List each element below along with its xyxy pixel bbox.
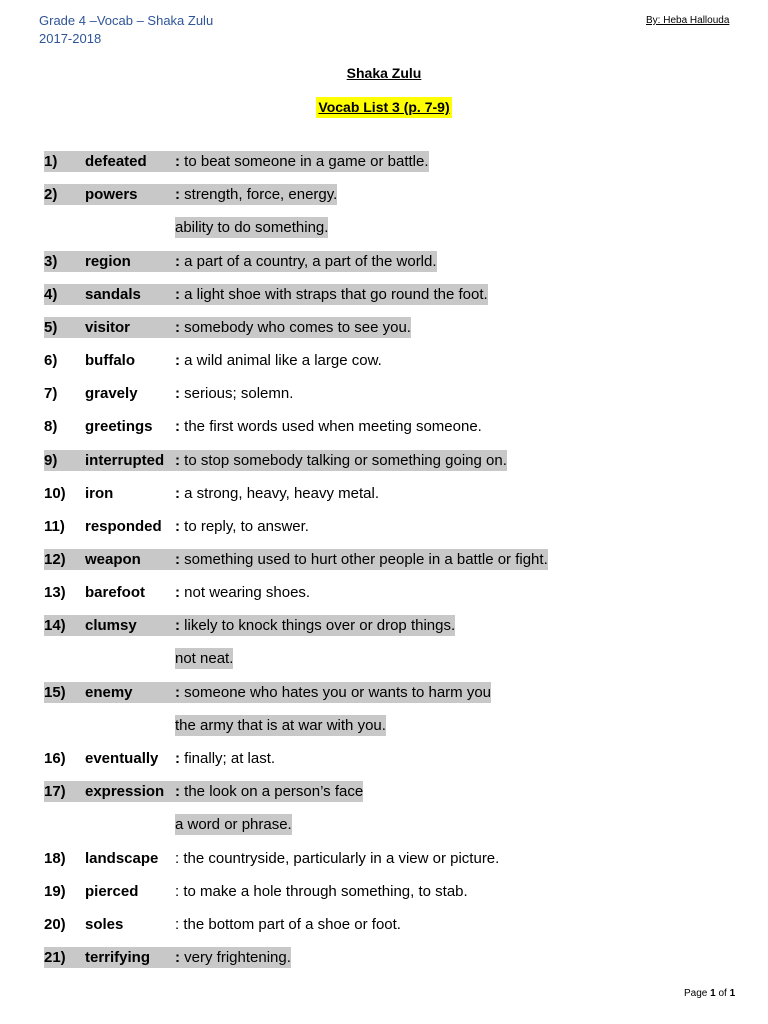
course-title: Grade 4 –Vocab – Shaka Zulu — [39, 13, 214, 28]
definition-continuation: a word or phrase. — [175, 816, 292, 833]
definition — [175, 251, 437, 272]
definition-colon: : — [175, 783, 180, 800]
vocab-word: region — [85, 251, 175, 272]
definition-colon: : — [175, 584, 180, 601]
definition — [175, 748, 275, 769]
vocab-word: sandals — [85, 284, 175, 305]
vocab-word: weapon — [85, 549, 175, 570]
vocab-list-subtitle: Vocab List 3 (p. 7-9) — [316, 97, 451, 118]
vocab-word: defeated — [85, 151, 175, 172]
vocab-word: visitor — [85, 317, 175, 338]
page-label: Page — [684, 988, 708, 999]
vocab-word: buffalo — [85, 352, 135, 369]
definition-colon: : — [175, 452, 180, 469]
definition-colon: : — [175, 551, 180, 568]
entry-number: 21) — [44, 947, 85, 968]
author-name: By: Heba Hallouda — [646, 15, 730, 26]
definition-colon: : — [175, 916, 180, 933]
entry-number: 5) — [44, 317, 85, 338]
definition-text: serious; solemn. — [184, 385, 294, 402]
definition-colon: : — [175, 518, 180, 535]
vocab-word: clumsy — [85, 615, 175, 636]
entry-number: 16) — [44, 750, 66, 767]
definition-colon: : — [175, 385, 180, 402]
definition-continuation: not neat. — [175, 650, 234, 667]
entry-number: 18) — [44, 850, 66, 867]
definition-colon: : — [175, 319, 180, 336]
definition-colon: : — [175, 485, 180, 502]
definition-colon: : — [175, 617, 180, 634]
vocab-word: barefoot — [85, 584, 145, 601]
definition — [175, 947, 291, 968]
definition-text: very frightening. — [184, 949, 291, 966]
entry-number: 3) — [44, 251, 85, 272]
vocab-word: eventually — [85, 750, 159, 767]
vocab-word: gravely — [85, 385, 138, 402]
definition-text: something used to hurt other people in a battle or fight. — [184, 551, 548, 568]
definition-colon: : — [175, 418, 180, 435]
definition — [175, 781, 363, 802]
vocab-word: powers — [85, 184, 175, 205]
entry-number: 7) — [44, 385, 58, 402]
page-number: 1 — [710, 988, 716, 999]
definition-text: the bottom part of a shoe or foot. — [183, 916, 401, 933]
vocab-word: iron — [85, 485, 114, 502]
definition — [175, 151, 429, 172]
definition — [175, 184, 337, 205]
definition — [175, 317, 411, 338]
definition-text: likely to knock things over or drop things. — [184, 617, 456, 634]
page-total: 1 — [729, 988, 736, 999]
definition-colon: : — [175, 850, 180, 867]
entry-number: 6) — [44, 352, 58, 369]
definition — [175, 483, 379, 504]
entry-number: 14) — [44, 615, 85, 636]
entry-number: 11) — [44, 518, 65, 535]
definition-text: to reply, to answer. — [184, 518, 309, 535]
definition — [175, 450, 507, 471]
entry-number: 20) — [44, 916, 66, 933]
definition — [175, 350, 382, 371]
entry-number: 15) — [44, 682, 85, 703]
definition — [175, 881, 468, 902]
definition-colon: : — [175, 684, 180, 701]
definition — [175, 284, 488, 305]
definition-colon: : — [175, 286, 180, 303]
entry-number: 9) — [44, 450, 85, 471]
definition-text: the first words used when meeting someone. — [184, 418, 482, 435]
definition — [175, 549, 548, 570]
definition — [175, 848, 499, 869]
definition — [175, 682, 491, 703]
entry-number: 10) — [44, 485, 66, 502]
definition-colon: : — [175, 253, 180, 270]
definition-text: the countryside, particularly in a view or picture. — [183, 850, 500, 867]
definition-text: someone who hates you or wants to harm you — [184, 684, 492, 701]
vocab-word: pierced — [85, 883, 139, 900]
definition-colon: : — [175, 750, 180, 767]
definition-text: not wearing shoes. — [184, 584, 311, 601]
definition-text: to make a hole through something, to stab. — [183, 883, 468, 900]
vocab-word: responded — [85, 518, 162, 535]
definition-colon: : — [175, 352, 180, 369]
vocab-word: terrifying — [85, 947, 175, 968]
definition-text: a wild animal like a large cow. — [184, 352, 382, 369]
definition — [175, 615, 455, 636]
definition — [175, 416, 482, 437]
entry-number: 8) — [44, 418, 58, 435]
vocab-word: expression — [85, 781, 175, 802]
definition-colon: : — [175, 186, 180, 203]
definition — [175, 914, 401, 935]
vocab-word: soles — [85, 916, 124, 933]
definition-text: to beat someone in a game or battle. — [184, 153, 429, 170]
entry-number: 1) — [44, 151, 85, 172]
definition — [175, 383, 293, 404]
definition-text: to stop somebody talking or something going on. — [184, 452, 507, 469]
definition — [175, 582, 310, 603]
definition-continuation: the army that is at war with you. — [175, 717, 386, 734]
definition-colon: : — [175, 949, 180, 966]
entry-number: 13) — [44, 584, 66, 601]
vocab-word: greetings — [85, 418, 153, 435]
vocab-word: landscape — [85, 850, 159, 867]
entry-number: 4) — [44, 284, 85, 305]
entry-number: 2) — [44, 184, 85, 205]
page-of-label: of — [718, 988, 727, 999]
school-year: 2017-2018 — [39, 31, 102, 46]
definition-text: finally; at last. — [184, 750, 276, 767]
entry-number: 17) — [44, 781, 85, 802]
page-footer — [684, 988, 735, 999]
definition-continuation: ability to do something. — [175, 219, 329, 236]
vocab-word: interrupted — [85, 450, 175, 471]
page-title: Shaka Zulu — [346, 65, 422, 81]
vocab-word: enemy — [85, 682, 175, 703]
definition-text: a strong, heavy, heavy metal. — [184, 485, 379, 502]
definition — [175, 516, 309, 537]
definition-text: the look on a person’s face — [184, 783, 364, 800]
definition-text: a part of a country, a part of the world. — [184, 253, 437, 270]
entry-number: 19) — [44, 883, 66, 900]
definition-colon: : — [175, 153, 180, 170]
definition-text: strength, force, energy. — [184, 186, 338, 203]
definition-colon: : — [175, 883, 180, 900]
definition-text: somebody who comes to see you. — [184, 319, 411, 336]
entry-number: 12) — [44, 549, 85, 570]
definition-text: a light shoe with straps that go round the foot. — [184, 286, 488, 303]
